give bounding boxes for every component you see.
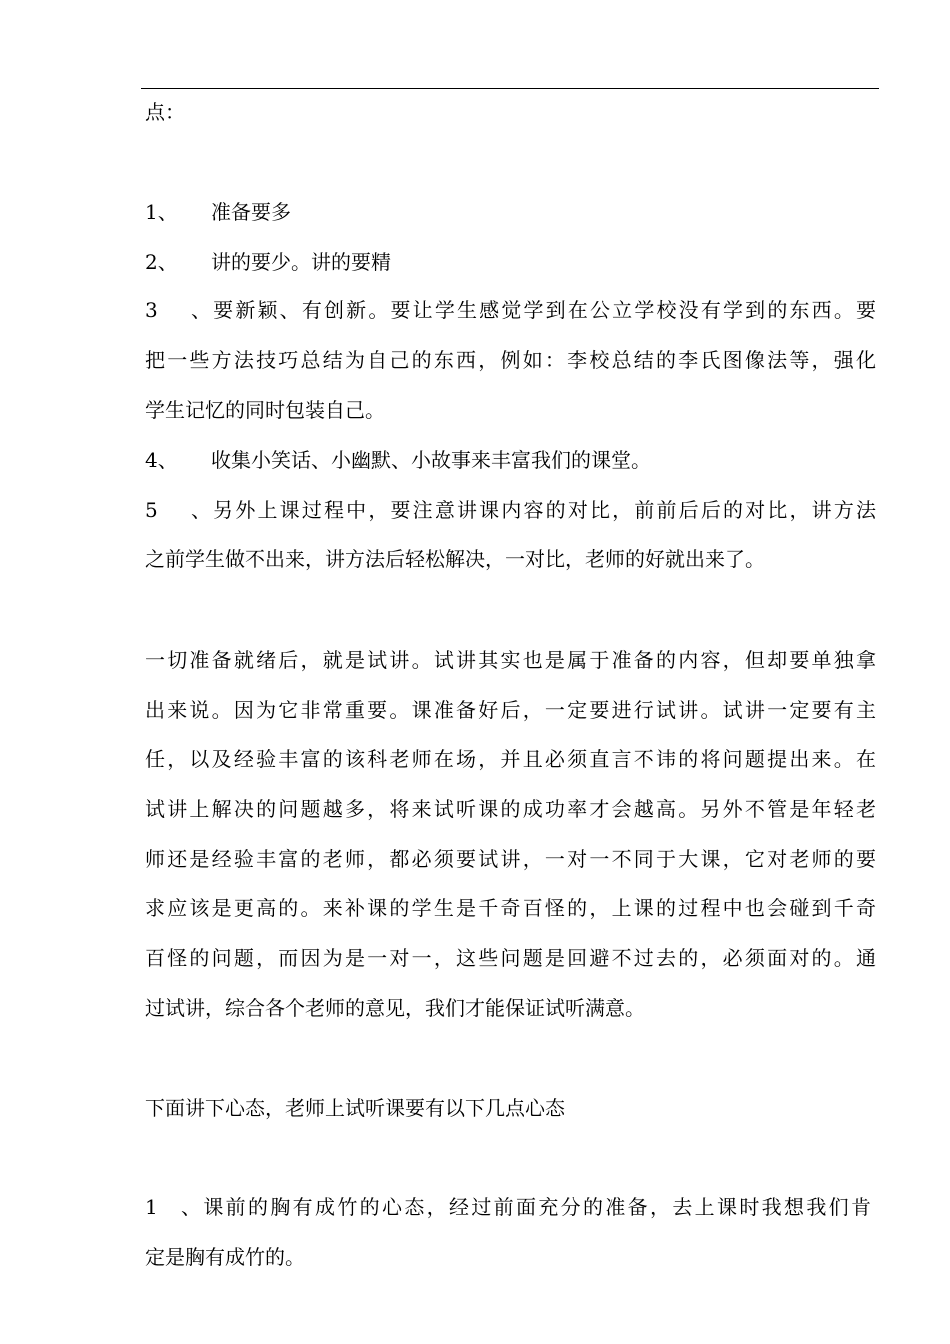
trial-paragraph-line: 百怪的问题，而因为是一对一，这些问题是回避不过去的，必须面对的。通 [145, 946, 876, 970]
mindset-intro: 下面讲下心态，老师上试听课要有以下几点心态 [145, 1096, 565, 1120]
trial-paragraph-line: 过试讲，综合各个老师的意见，我们才能保证试听满意。 [145, 996, 645, 1020]
list-number: 1、 [145, 1195, 201, 1219]
list-number: 3、 [145, 298, 211, 322]
trial-paragraph-line: 一切准备就绪后，就是试讲。试讲其实也是属于准备的内容，但却要单独拿 [145, 648, 876, 672]
intro-tail: 点： [145, 100, 185, 124]
prep-item-4 [145, 448, 651, 472]
prep-item-1 [145, 200, 291, 224]
list-number: 2、 [145, 250, 178, 274]
trial-paragraph-line: 师还是经验丰富的老师，都必须要试讲，一对一不同于大课，它对老师的要 [145, 847, 876, 871]
prep-item-2 [145, 250, 391, 274]
list-text: 另外上课过程中，要注意讲课内容的对比，前前后后的对比，讲方法 [211, 498, 876, 522]
mindset-item-1 [145, 1195, 871, 1219]
prep-item-3 [145, 298, 876, 322]
list-text: 准备要多 [211, 200, 291, 224]
list-text: 收集小笑话、小幽默、小故事来丰富我们的课堂。 [211, 448, 651, 472]
list-number: 4、 [145, 448, 178, 472]
header-rule [141, 88, 879, 89]
trial-paragraph-line: 试讲上解决的问题越多，将来试听课的成功率才会越高。另外不管是年轻老 [145, 797, 876, 821]
prep-item-3-cont: 把一些方法技巧总结为自己的东西，例如：李校总结的李氏图像法等，强化 [145, 348, 876, 372]
list-number: 1、 [145, 200, 178, 224]
prep-item-5 [145, 498, 876, 522]
list-number: 5、 [145, 498, 211, 522]
list-text: 课前的胸有成竹的心态，经过前面充分的准备，去上课时我想我们肯 [201, 1195, 871, 1219]
trial-paragraph-line: 求应该是更高的。来补课的学生是千奇百怪的，上课的过程中也会碰到千奇 [145, 896, 876, 920]
list-text: 讲的要少。讲的要精 [211, 250, 391, 274]
prep-item-3-cont: 学生记忆的同时包装自己。 [145, 398, 385, 422]
trial-paragraph-line: 任，以及经验丰富的该科老师在场，并且必须直言不讳的将问题提出来。在 [145, 747, 876, 771]
prep-item-5-cont: 之前学生做不出来，讲方法后轻松解决，一对比，老师的好就出来了。 [145, 547, 765, 571]
mindset-item-1-cont: 定是胸有成竹的。 [145, 1245, 305, 1269]
list-text: 要新颖、有创新。要让学生感觉学到在公立学校没有学到的东西。要 [211, 298, 876, 322]
trial-paragraph-line: 出来说。因为它非常重要。课准备好后，一定要进行试讲。试讲一定要有主 [145, 698, 876, 722]
